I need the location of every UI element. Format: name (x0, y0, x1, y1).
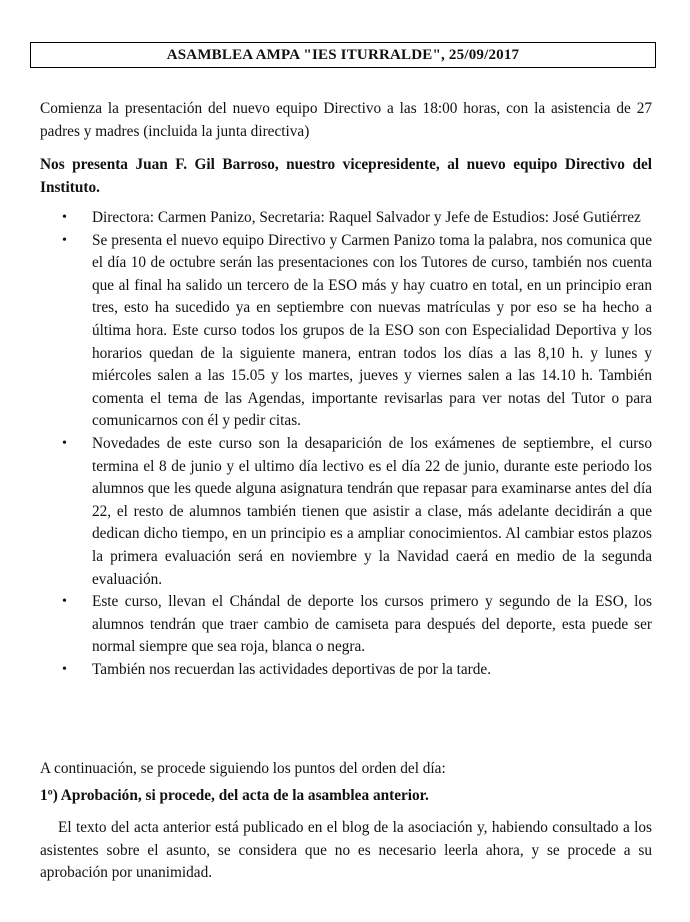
list-item (40, 659, 652, 682)
list-item-text: También nos recuerdan las actividades deportivas de por la tarde. (92, 660, 492, 678)
bullet-icon: • (62, 232, 67, 248)
list-item-text: Se presenta el nuevo equipo Directivo y Carmen Panizo toma la palabra, nos comunica que el día 10 de octubre serán las presentaciones con los Tutores de curso, también nos cuenta que al final ha salido un tercero de la ESO más y hay cuatro en total, en un principio eran tres, esto ha sucedido ya en septiembre con nuevas matrículas y por eso se ha hecho a última hora. Este curso todos los grupos de la ESO son con Especialidad Deportiva y los horarios quedan de la siguiente manera, entran todos los días a las 8,10 h. y lunes y miércoles salen a las 15.05 y los martes, jueves y viernes salen a las 14.10 h. También comenta el tema de las Agendas, importante revisarlas para ver notas del Tutor o para comunicarnos con él y pedir citas. (92, 231, 652, 430)
bullet-icon: • (62, 210, 67, 225)
bullet-icon: • (62, 594, 67, 610)
list-item (40, 591, 652, 659)
document-title: ASAMBLEA AMPA "IES ITURRALDE", 25/09/2017 (30, 42, 656, 68)
bullet-list (40, 207, 652, 681)
section-heading: 1º) Aprobación, si procede, del acta de la asamblea anterior. (40, 787, 429, 804)
list-item (40, 433, 652, 591)
bullet-icon: • (62, 435, 67, 451)
section-body: El texto del acta anterior está publicado en el blog de la asociación y, habiendo consultado a los asistentes sobre el asunto, se considera que no es necesario leerla ahora, y se procede a su aprobación por unanimidad. (40, 819, 652, 882)
list-item (40, 207, 652, 230)
list-item (40, 230, 652, 433)
list-item-text: Novedades de este curso son la desaparición de los exámenes de septiembre, el curso termina el 8 de junio y el ultimo día lectivo es el día 22 de junio, durante este periodo los alumnos que les quede alguna asignatura tendrán que repasar para examinarse antes del día 22, el resto de alumnos también tienen que asistir a clase, más adelante decidirán a que dedican dicho tiempo, en un principio es a ampliar conocimientos. Al cambiar estos plazos la primera evaluación será en noviembre y la Navidad caerá en medio de la segunda evaluación. (92, 434, 652, 588)
intro-paragraph: Comienza la presentación del nuevo equipo Directivo a las 18:00 horas, con la asistencia de 27 padres y madres (incluida la junta directiva) (40, 100, 652, 140)
presentation-paragraph: Nos presenta Juan F. Gil Barroso, nuestro vicepresidente, al nuevo equipo Directivo del Instituto. (40, 156, 652, 196)
list-item-text: Este curso, llevan el Chándal de deporte los cursos primero y segundo de la ESO, los alumnos tendrán que traer cambio de camiseta para después del deporte, esta puede ser normal siempre que sea roja, blanca o negra. (92, 593, 652, 656)
bullet-icon: • (62, 661, 67, 677)
list-item-text: Directora: Carmen Panizo, Secretaria: Raquel Salvador y Jefe de Estudios: José Gutiérrez (92, 209, 641, 226)
continuation-paragraph: A continuación, se procede siguiendo los puntos del orden del día: (40, 760, 446, 777)
